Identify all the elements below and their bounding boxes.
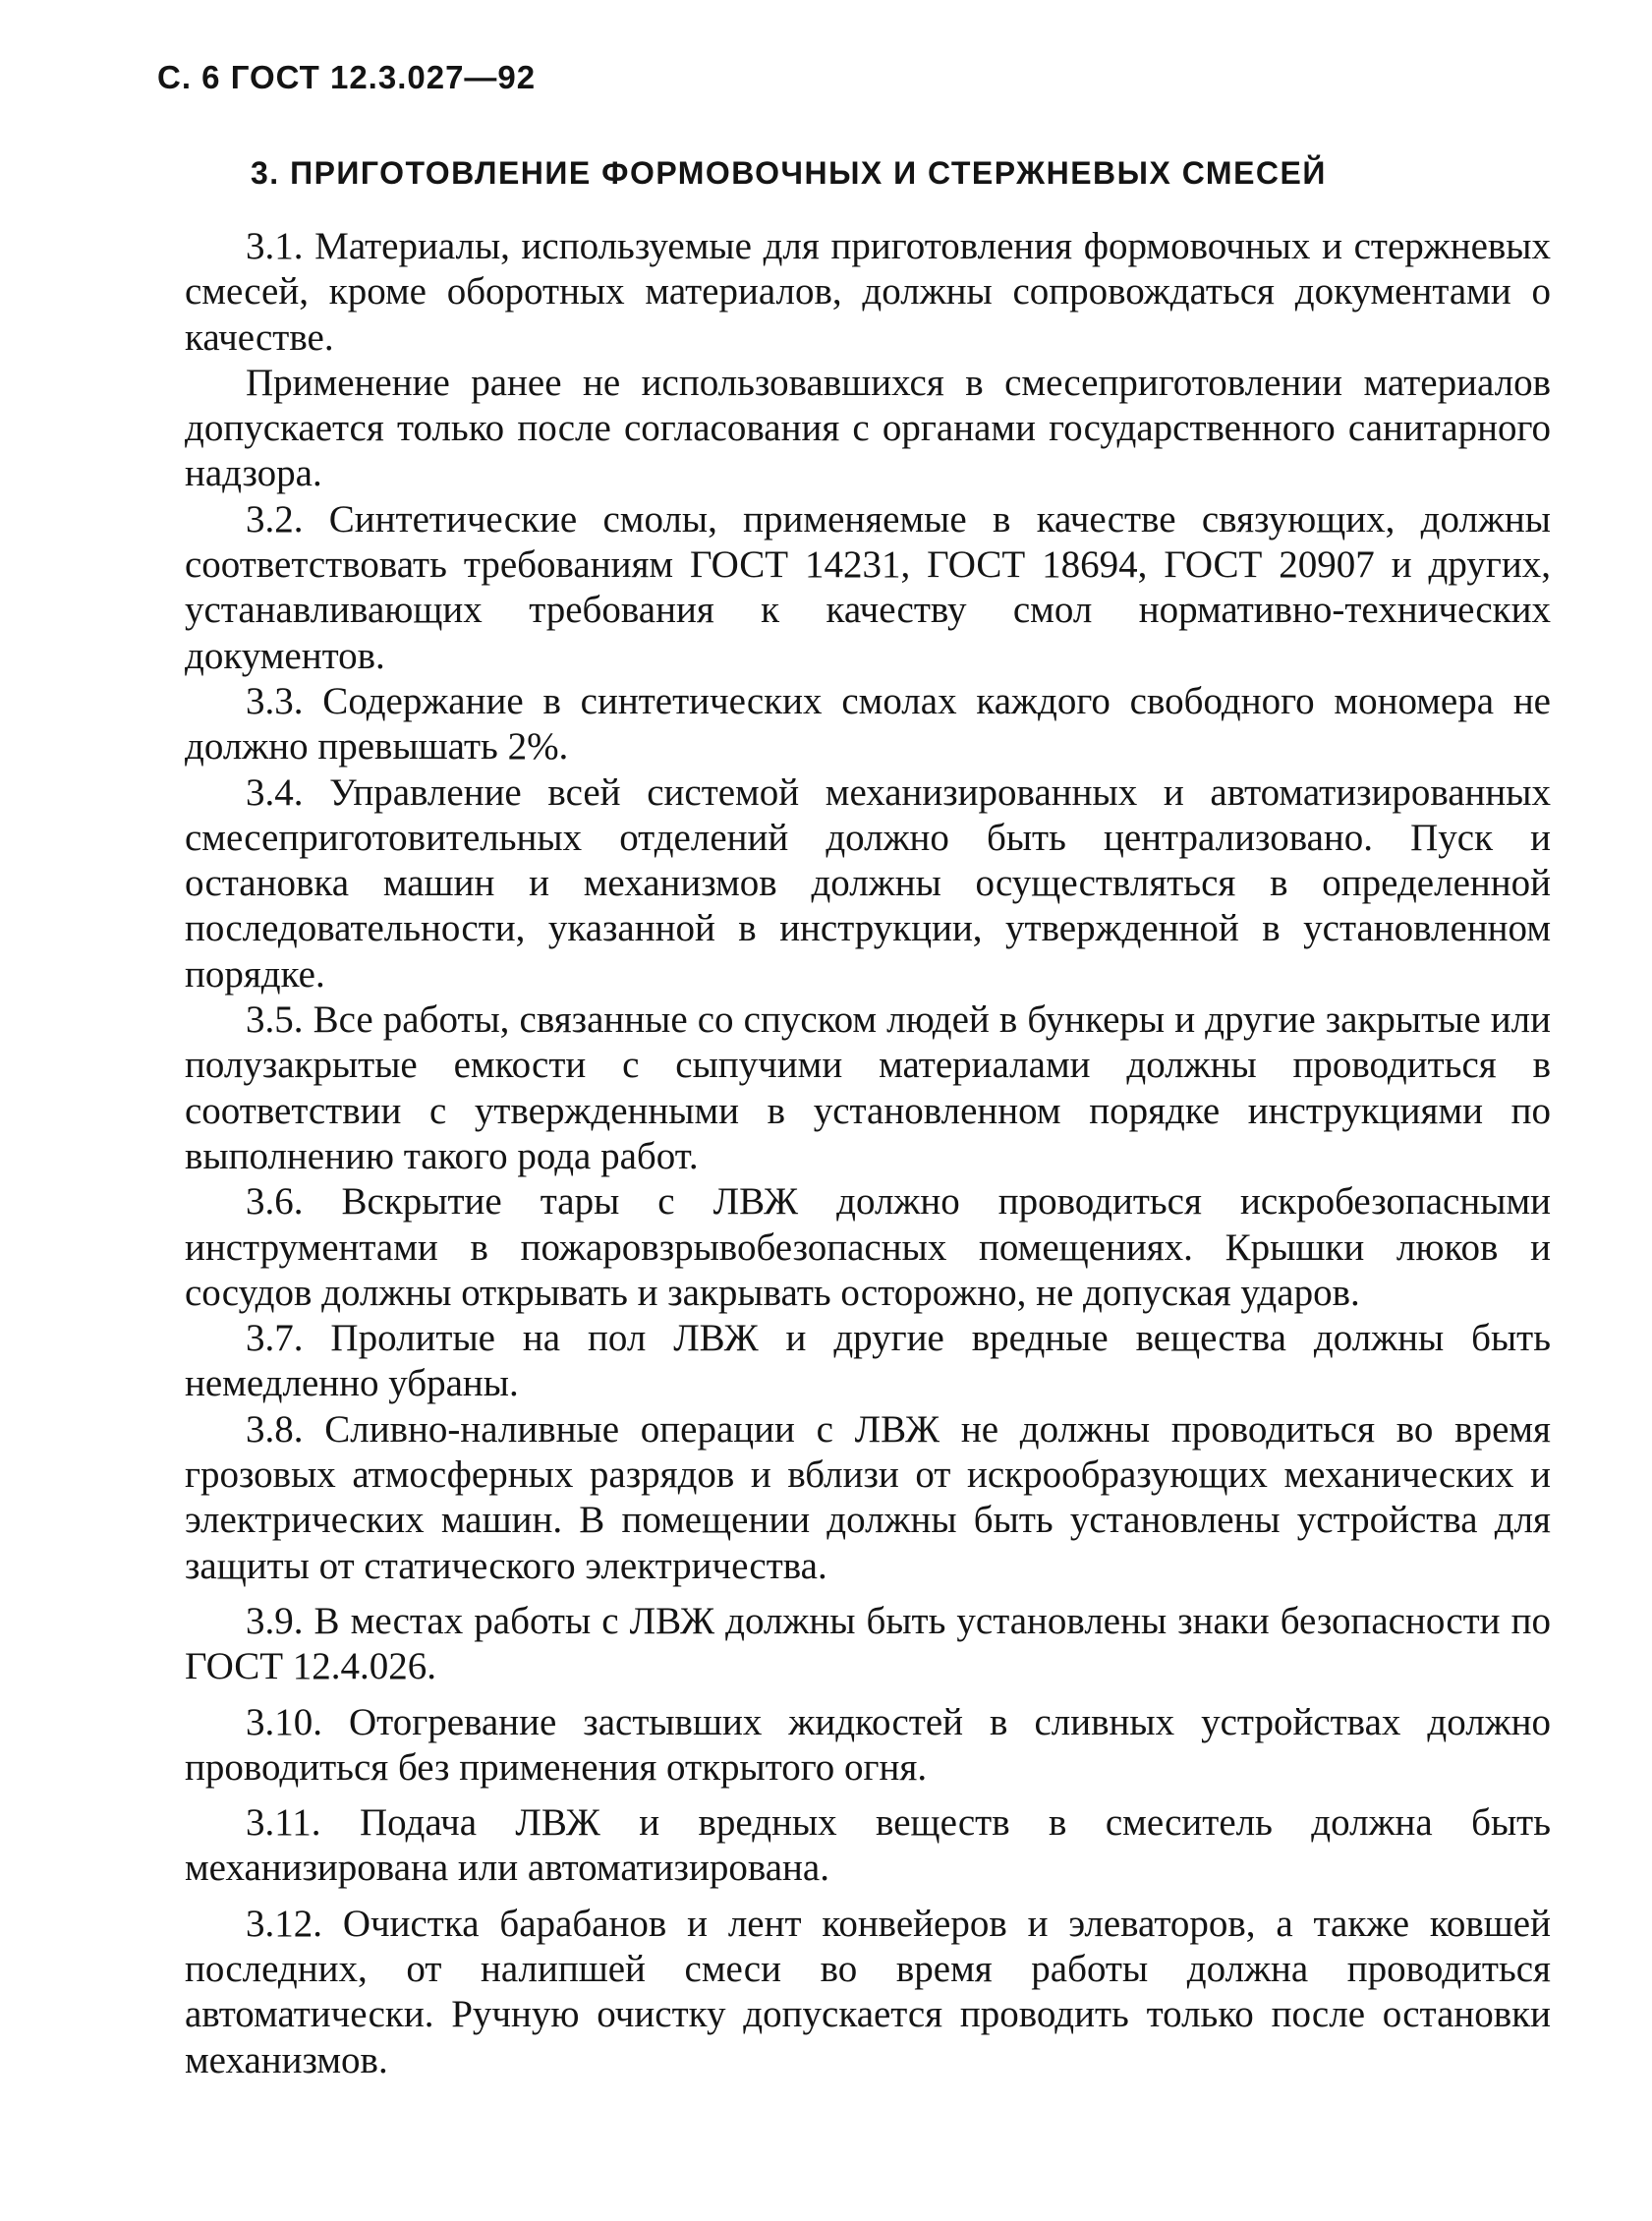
- document-body: [185, 224, 1551, 2083]
- section-title: 3. ПРИГОТОВЛЕНИЕ ФОРМОВОЧНЫХ И СТЕРЖНЕВЫХ СМЕСЕЙ: [251, 155, 1327, 191]
- paragraph-3-6: 3.6. Вскрытие тары с ЛВЖ должно проводиться искробезопасными инструментами в пожаровзрывобезопасных помещениях. Крышки люков и сосудов должны открывать и закрывать осторожно, не допуская ударов.: [185, 1180, 1551, 1314]
- paragraph-3-2: 3.2. Синтетические смолы, применяемые в качестве связующих, должны соответствовать требованиям ГОСТ 14231, ГОСТ 18694, ГОСТ 20907 и других, устанавливающих требования к качеству смол нормативно-технических документов.: [185, 497, 1551, 677]
- paragraph-3-10: 3.10. Отогревание застывших жидкостей в сливных устройствах должно проводиться без применения открытого огня.: [185, 1700, 1551, 1789]
- paragraph-3-9: 3.9. В местах работы с ЛВЖ должны быть установлены знаки безопасности по ГОСТ 12.4.026.: [185, 1599, 1551, 1688]
- page-header: С. 6 ГОСТ 12.3.027—92: [157, 59, 537, 95]
- paragraph-3-1: 3.1. Материалы, используемые для приготовления формовочных и стержневых смесей, кроме оборотных материалов, должны сопровождаться документами о качестве.: [185, 225, 1551, 359]
- paragraph-3-11: 3.11. Подача ЛВЖ и вредных веществ в смеситель должна быть механизирована или автоматизирована.: [185, 1801, 1551, 1890]
- paragraph-3-3: 3.3. Содержание в синтетических смолах каждого свободного мономера не должно превышать 2%.: [185, 679, 1551, 769]
- paragraph-3-4: 3.4. Управление всей системой механизированных и автоматизированных смесеприготовительных отделений должно быть централизовано. Пуск и остановка машин и механизмов должны осуществляться в определенной последовательности, указанной в инструкции, утвержденной в установленном порядке.: [185, 770, 1551, 996]
- paragraph-3-7: 3.7. Пролитые на пол ЛВЖ и другие вредные вещества должны быть немедленно убраны.: [185, 1317, 1551, 1405]
- paragraph-3-12: 3.12. Очистка барабанов и лент конвейеров и элеваторов, а также ковшей последних, от налипшей смеси во время работы должна проводиться автоматически. Ручную очистку допускается проводить только после остановки механизмов.: [185, 1902, 1551, 2081]
- paragraph-3-5: 3.5. Все работы, связанные со спуском людей в бункеры и другие закрытые или полузакрытые емкости с сыпучими материалами должны проводиться в соответствии с утвержденными в установленном порядке инструкциями по выполнению такого рода работ.: [185, 998, 1551, 1177]
- paragraph-3-8: 3.8. Сливно-наливные операции с ЛВЖ не должны проводиться во время грозовых атмосферных разрядов и вблизи от искрообразующих механических и электрических машин. В помещении должны быть установлены устройства для защиты от статического электричества.: [185, 1407, 1551, 1587]
- paragraph-3-1-cont: Применение ранее не использовавшихся в смесеприготовлении материалов допускается только после согласования с органами государственного санитарного надзора.: [185, 361, 1551, 495]
